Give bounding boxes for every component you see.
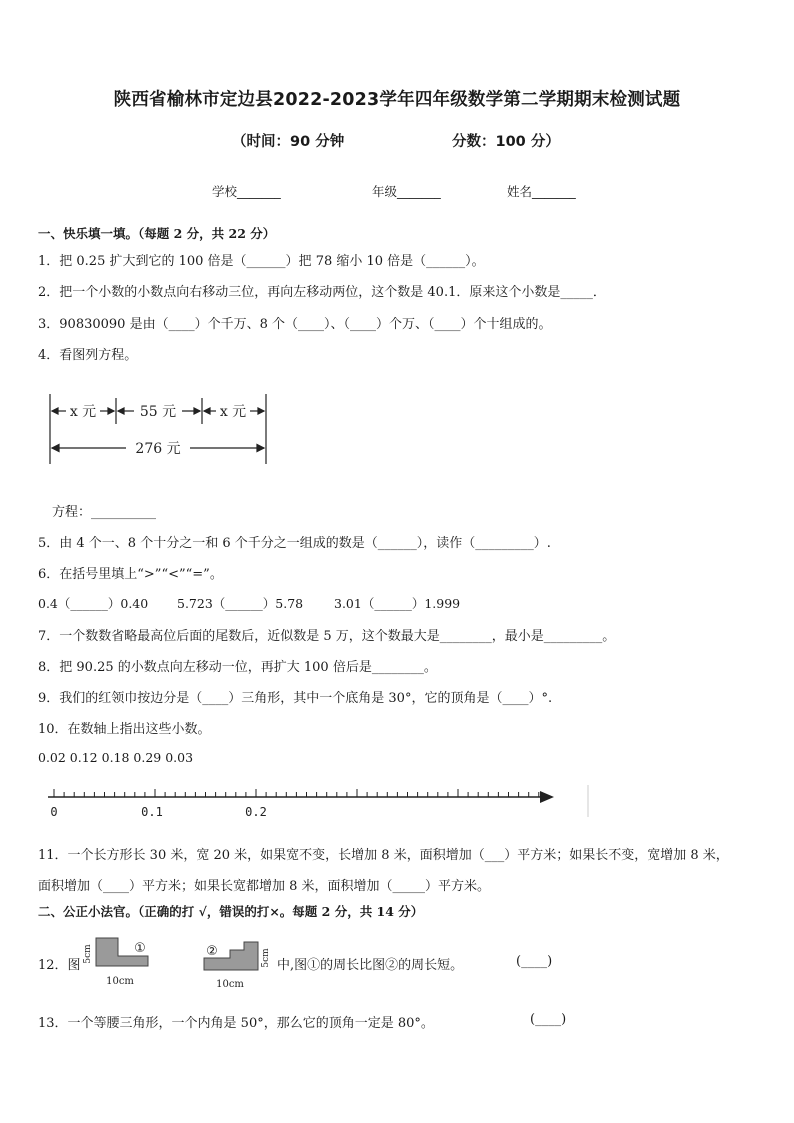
school-field: 学校_______ xyxy=(212,184,281,199)
figure-2-shape xyxy=(198,936,278,992)
decimal-list: 0.02 0.12 0.18 0.29 0.03 xyxy=(38,750,194,765)
figure-2-side-label: 5cm xyxy=(261,948,271,968)
compare-item-2: 5.723（______）5.78 xyxy=(177,596,304,611)
question-1: 1．把 0.25 扩大到它的 100 倍是（______）把 78 缩小 10 倍是（______）。 xyxy=(38,254,485,269)
figure-2-number: ② xyxy=(206,944,218,959)
question-5: 5．由 4 个一、8 个十分之一和 6 个千分之一组成的数是（______），读作（_________）. xyxy=(38,536,551,551)
question-13-answer-blank: (____) xyxy=(530,1012,567,1027)
question-4: 4．看图列方程。 xyxy=(38,348,138,363)
question-3: 3．90830090 是由（____）个千万、8 个（____）、（____）个万、（____）个十组成的。 xyxy=(38,317,552,332)
question-10: 10．在数轴上指出这些小数。 xyxy=(38,722,211,737)
number-line-label-0-2: 0.2 xyxy=(245,805,267,819)
segment-x-left: x 元 xyxy=(69,404,97,420)
question-6: 6．在括号里填上“>”“<”“=”。 xyxy=(38,567,223,582)
name-field: 姓名_______ xyxy=(507,184,576,199)
question-8: 8．把 90.25 的小数点向左移动一位，再扩大 100 倍后是________。 xyxy=(38,660,437,675)
question-12-text: 中,图①的周长比图②的周长短。 xyxy=(277,958,464,973)
segment-x-right: x 元 xyxy=(219,404,247,420)
compare-item-3: 3.01（______）1.999 xyxy=(334,596,461,611)
number-line xyxy=(40,783,600,821)
score-label: 分数：100 分） xyxy=(452,134,560,150)
question-9: 9．我们的红领巾按边分是（____）三角形，其中一个底角是 30°，它的顶角是（____）°. xyxy=(38,691,553,706)
section-2-heading: 二、公正小法官。（正确的打 √，错误的打×。每题 2 分，共 14 分） xyxy=(38,904,424,919)
figure-1-bottom-label: 10cm xyxy=(106,976,134,987)
figure-1-shape xyxy=(82,932,154,990)
number-line-label-0: 0 xyxy=(50,805,58,819)
equation-blank: 方程：__________ xyxy=(52,505,157,520)
segment-diagram xyxy=(44,392,274,468)
figure-2-bottom-label: 10cm xyxy=(216,979,244,990)
question-13: 13．一个等腰三角形，一个内角是 50°，那么它的顶角一定是 80°。 xyxy=(38,1016,434,1031)
page-title: 陕西省榆林市定边县2022-2023学年四年级数学第二学期期末检测试题 xyxy=(113,90,681,110)
question-12-answer-blank: (____) xyxy=(516,954,553,969)
number-line-label-0-1: 0.1 xyxy=(141,805,163,819)
section-1-heading: 一、快乐填一填。（每题 2 分，共 22 分） xyxy=(38,226,276,241)
question-11-line-1: 11．一个长方形长 30 米，宽 20 米，如果宽不变，长增加 8 米，面积增加（___）平方米；如果长不变，宽增加 8 米， xyxy=(38,848,729,863)
time-label: （时间：90 分钟 xyxy=(232,134,345,150)
question-11-line-2: 面积增加（____）平方米；如果长宽都增加 8 米，面积增加（_____）平方米。 xyxy=(38,879,491,894)
compare-item-1: 0.4（______）0.40 xyxy=(38,596,149,611)
grade-field: 年级_______ xyxy=(372,184,441,199)
figure-1-number: ① xyxy=(134,941,146,956)
question-12-prefix: 12．图 xyxy=(38,958,81,973)
figure-1-side-label: 5cm xyxy=(83,944,93,964)
question-7: 7．一个数数省略最高位后面的尾数后，近似数是 5 万，这个数最大是________，最小是_________。 xyxy=(38,629,616,644)
segment-55: 55 元 xyxy=(139,404,177,420)
segment-total: 276 元 xyxy=(135,441,181,457)
question-2: 2．把一个小数的小数点向右移动三位，再向左移动两位，这个数是 40.1．原来这个小数是_____． xyxy=(38,285,606,300)
